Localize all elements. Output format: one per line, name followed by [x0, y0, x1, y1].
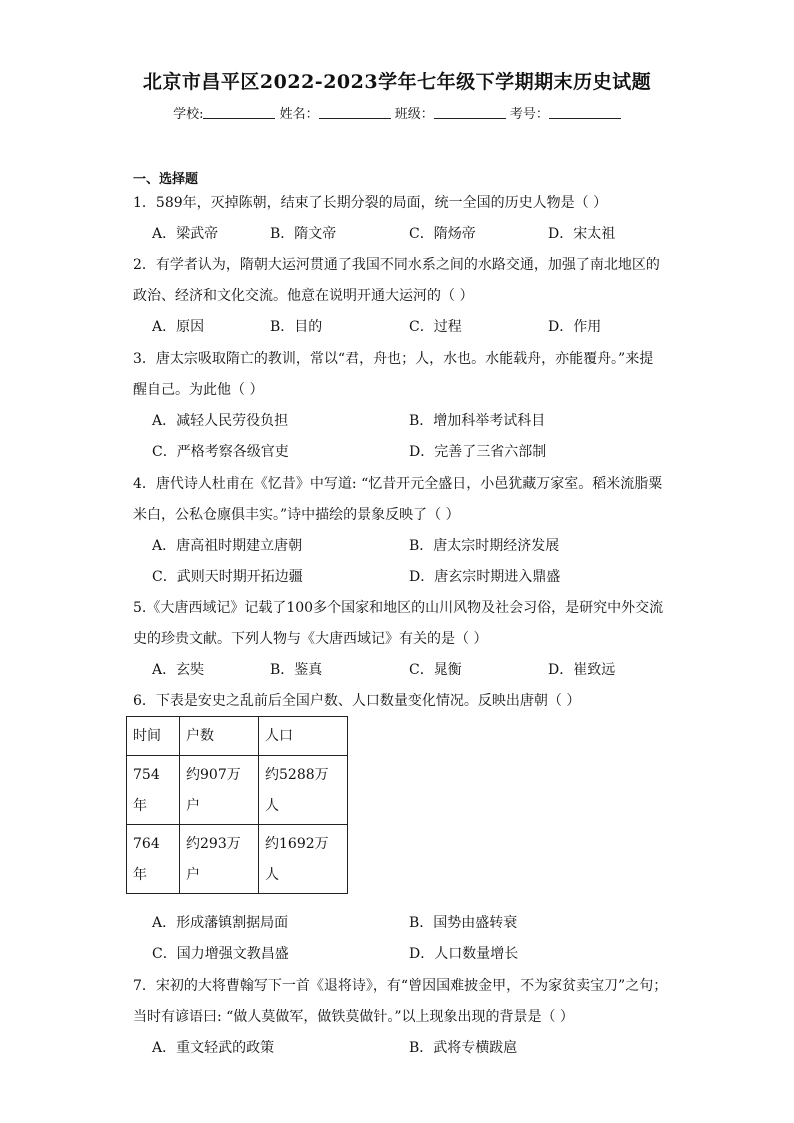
question-4-option-b[interactable]: B．唐太宗时期经济发展 [409, 538, 560, 554]
question-6-option-b[interactable]: B．国势由盛转衰 [409, 915, 518, 931]
question-1-line-1: 1．589年，灭掉陈朝，结束了长期分裂的局面，统一全国的历史人物是（ ） [133, 195, 608, 211]
question-4-line-2: 米白，公私仓廪俱丰实。”诗中描绘的景象反映了（ ） [133, 507, 460, 523]
question-4-line-1: 4．唐代诗人杜甫在《忆昔》中写道: “忆昔开元全盛日，小邑犹藏万家室。稻米流脂粟 [133, 476, 663, 492]
question-7-option-b[interactable]: B．武将专横跋扈 [409, 1040, 518, 1056]
cell-line: 约1692万 [265, 836, 329, 852]
name-blank[interactable] [319, 106, 391, 119]
cell-line: 户 [186, 867, 200, 883]
question-3-option-b[interactable]: B．增加科举考试科目 [409, 413, 546, 429]
question-2-option-b[interactable]: B．目的 [270, 319, 323, 335]
cell-line: 户 [186, 798, 200, 814]
table-header-cell: 时间 [127, 717, 180, 756]
question-5-option-c[interactable]: C．晁衡 [409, 662, 462, 678]
section-title: 一、选择题 [133, 172, 199, 187]
cell-line: 年 [133, 798, 147, 814]
question-3-option-c[interactable]: C．严格考察各级官吏 [152, 444, 289, 460]
student-info-line [0, 103, 794, 122]
question-3-option-a[interactable]: A．减轻人民劳役负担 [152, 413, 289, 429]
question-4-option-c[interactable]: C．武则天时期开拓边疆 [152, 569, 303, 585]
population-table [126, 716, 348, 894]
question-5-option-b[interactable]: B．鉴真 [270, 662, 323, 678]
question-2-line-2: 政治、经济和文化交流。他意在说明开通大运河的（ ） [133, 288, 474, 304]
question-2-option-c[interactable]: C．过程 [409, 319, 462, 335]
cell-line: 年 [133, 867, 147, 883]
question-4-option-a[interactable]: A．唐高祖时期建立唐朝 [152, 538, 303, 554]
table-row [127, 825, 348, 894]
table-header-cell: 户数 [180, 717, 259, 756]
question-2-option-a[interactable]: A．原因 [152, 319, 205, 335]
table-cell [127, 825, 180, 894]
question-2-line-1: 2．有学者认为，隋朝大运河贯通了我国不同水系之间的水路交通，加强了南北地区的 [133, 257, 660, 273]
table-cell [259, 756, 348, 825]
question-7-line-2: 当时有谚语曰: “做人莫做军，做铁莫做针。”以上现象出现的背景是（ ） [133, 1009, 574, 1025]
table-cell [180, 825, 259, 894]
question-6-line-1: 6．下表是安史之乱前后全国户数、人口数量变化情况。反映出唐朝（ ） [133, 693, 581, 709]
question-1-option-a[interactable]: A．梁武帝 [152, 226, 219, 242]
question-6-option-a[interactable]: A．形成藩镇割据局面 [152, 915, 289, 931]
question-5-option-d[interactable]: D．崔致远 [548, 662, 616, 678]
page-title: 北京市昌平区2022-2023学年七年级下学期期末历史试题 [142, 71, 652, 93]
exam-number-blank[interactable] [549, 106, 621, 119]
table-cell [180, 756, 259, 825]
cell-line: 约293万 [186, 836, 241, 852]
class-label: 班级： [394, 107, 434, 122]
question-7-line-1: 7．宋初的大将曹翰写下一首《退将诗》，有“曾因国难披金甲，不为家贫卖宝刀”之句； [133, 978, 668, 994]
table-row [127, 756, 348, 825]
school-label: 学校: [173, 107, 204, 122]
question-3-line-1: 3．唐太宗吸取隋亡的教训，常以“君，舟也；人，水也。水能载舟，亦能覆舟。”来提 [133, 351, 654, 367]
table-header-row [127, 717, 348, 756]
question-1-option-b[interactable]: B．隋文帝 [270, 226, 337, 242]
exam-number-label: 考号： [509, 107, 549, 122]
question-5-line-1: 5.《大唐西域记》记载了100多个国家和地区的山川风物及社会习俗，是研究中外交流 [133, 600, 664, 616]
table-header-cell: 人口 [259, 717, 348, 756]
question-1-option-d[interactable]: D．宋太祖 [548, 226, 616, 242]
question-4-option-d[interactable]: D．唐玄宗时期进入鼎盛 [409, 569, 561, 585]
cell-line: 764 [133, 836, 160, 852]
name-label: 姓名： [279, 107, 319, 122]
cell-line: 754 [133, 767, 160, 783]
table-cell [259, 825, 348, 894]
cell-line: 约907万 [186, 767, 241, 783]
table-cell [127, 756, 180, 825]
question-6-option-d[interactable]: D．人口数量增长 [409, 946, 519, 962]
question-7-option-a[interactable]: A．重文轻武的政策 [152, 1040, 275, 1056]
cell-line: 人 [265, 867, 279, 883]
question-5-line-2: 史的珍贵文献。下列人物与《大唐西域记》有关的是（ ） [133, 631, 488, 647]
question-3-option-d[interactable]: D．完善了三省六部制 [409, 444, 547, 460]
cell-line: 人 [265, 798, 279, 814]
school-blank[interactable] [203, 106, 275, 119]
question-2-option-d[interactable]: D．作用 [548, 319, 602, 335]
question-5-option-a[interactable]: A．玄奘 [152, 662, 205, 678]
question-6-option-c[interactable]: C．国力增强文教昌盛 [152, 946, 289, 962]
question-1-option-c[interactable]: C．隋炀帝 [409, 226, 476, 242]
question-3-line-2: 醒自己。为此他（ ） [133, 382, 264, 398]
class-blank[interactable] [434, 106, 506, 119]
cell-line: 约5288万 [265, 767, 329, 783]
